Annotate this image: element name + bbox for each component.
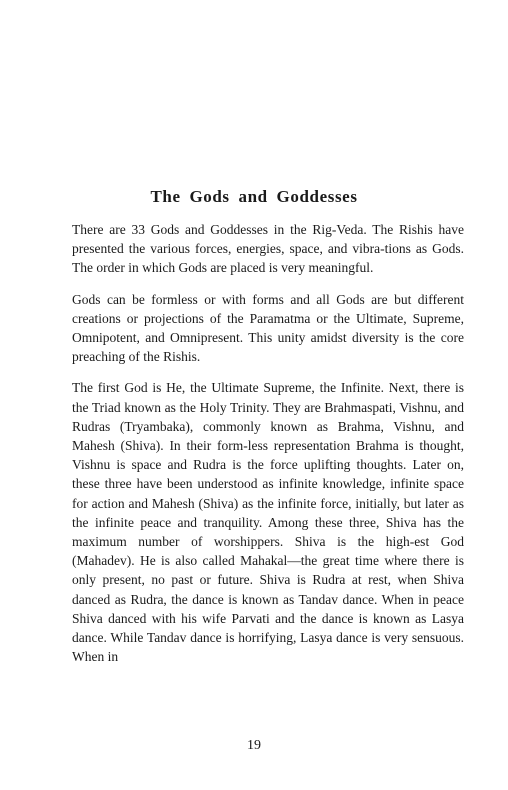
paragraph-2: Gods can be formless or with forms and all Gods are but different creations or projections of the Paramatma or the Ultimate, Supreme, Omnipotent, and Omnipresent. This unity amidst diversity is the core preaching of the Rishis. <box>72 291 464 365</box>
chapter-title: The Gods and Goddesses <box>150 187 358 206</box>
page-number: 19 <box>247 738 261 753</box>
paragraph-1: There are 33 Gods and Goddesses in the Rig-Veda. The Rishis have presented the various forces, energies, space, and vibra-tions as Gods. The order in which Gods are placed is very meaningful. <box>72 222 464 276</box>
body-text <box>72 220 464 678</box>
paragraph-3: The first God is He, the Ultimate Supreme, the Infinite. Next, there is the Triad known as the Holy Trinity. They are Brahmaspati, Vishnu, and Rudras (Tryambaka), commonly known as Brahma, Vishnu, and Mahesh (Shiva). In their form-less representation Brahma is thought, Vishnu is space and Rudra is the force uplifting thoughts. Later on, these three have been understood as infinite knowledge, infinite space for action and Mahesh (Shiva) as the infinite force, initially, but later as the infinite peace and tranquility. Among these three, Shiva has the maximum number of worshippers. Shiva is the high-est God (Mahadev). He is also called Mahakal—the great time where there is only present, no past or future. Shiva is Rudra at rest, when Shiva danced as Rudra, the dance is known as Tandav dance. When in peace Shiva danced with his wife Parvati and the dance is known as Lasya dance. While Tandav dance is horrifying, Lasya dance is very sensuous. When in <box>72 380 464 665</box>
